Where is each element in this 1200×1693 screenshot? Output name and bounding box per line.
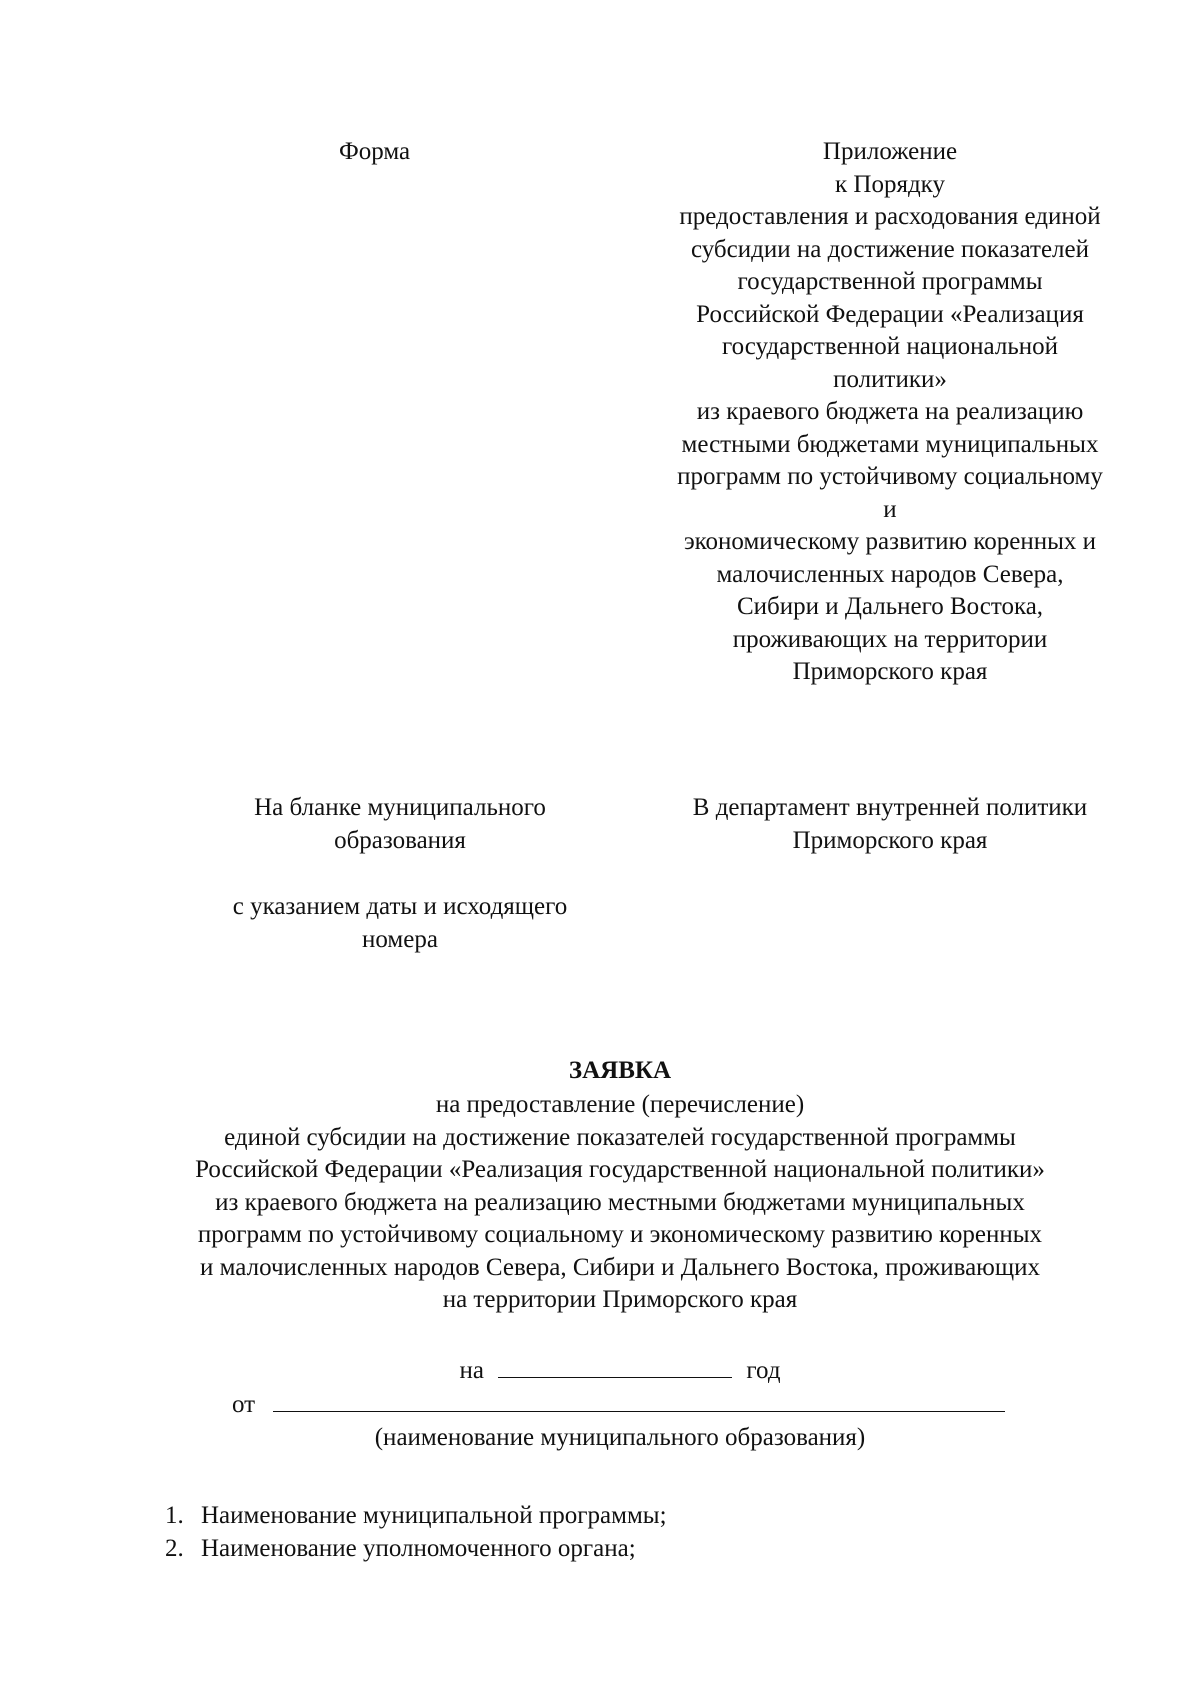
item-number: 1. xyxy=(165,1502,184,1529)
addressee-line: Приморского края xyxy=(792,826,988,854)
subtitle-line: из краевого бюджета на реализацию местными бюджетами муниципальных xyxy=(215,1188,1025,1216)
appendix-line: к Порядку xyxy=(835,170,945,198)
subtitle-line: на территории Приморского края xyxy=(442,1286,798,1313)
year-blank-field[interactable] xyxy=(498,1355,732,1378)
letterhead-line: На бланке муниципального xyxy=(254,794,546,821)
year-prefix: на xyxy=(459,1357,484,1384)
year-suffix: год xyxy=(746,1357,781,1384)
item-text: Наименование муниципальной программы; xyxy=(201,1502,667,1529)
item-number: 2. xyxy=(165,1534,184,1562)
subtitle-line: и малочисленных народов Севера, Сибири и Дальнего Востока, проживающих xyxy=(200,1253,1040,1281)
document-title: ЗАЯВКА xyxy=(568,1057,672,1084)
subtitle-line: единой субсидии на достижение показателей государственной программы xyxy=(224,1123,1016,1151)
subtitle-line: на предоставление (перечисление) xyxy=(435,1091,805,1118)
appendix-line: местными бюджетами муниципальных xyxy=(681,430,1099,458)
appendix-line: программ по устойчивому социальному xyxy=(677,463,1103,490)
appendix-line: проживающих на территории xyxy=(732,625,1048,653)
appendix-line: Российской Федерации «Реализация xyxy=(696,300,1084,328)
item-text: Наименование уполномоченного органа; xyxy=(201,1534,636,1562)
letterhead-line: номера xyxy=(362,925,438,953)
subtitle-line: программ по устойчивому социальному и экономическому развитию коренных xyxy=(197,1221,1043,1248)
from-prefix: от xyxy=(232,1391,256,1418)
appendix-block xyxy=(640,136,1140,689)
subtitle-line: Российской Федерации «Реализация государственной национальной политики» xyxy=(195,1156,1045,1183)
letterhead-line: с указанием даты и исходящего xyxy=(232,893,568,920)
appendix-line: Приложение xyxy=(822,138,958,165)
appendix-line: субсидии на достижение показателей xyxy=(690,235,1089,263)
addressee-block xyxy=(650,792,1130,857)
appendix-line: малочисленных народов Севера, xyxy=(716,560,1064,588)
appendix-line: Приморского края xyxy=(792,658,988,685)
list-item xyxy=(165,1500,667,1533)
appendix-line: экономическому развитию коренных и xyxy=(683,528,1097,555)
appendix-line: государственной национальной xyxy=(722,333,1058,360)
appendix-line: государственной программы xyxy=(737,268,1043,295)
letterhead-line: образования xyxy=(334,826,466,854)
appendix-line: предоставления и расходования единой xyxy=(679,203,1101,230)
municipality-blank-field[interactable] xyxy=(273,1389,1005,1412)
appendix-line: из краевого бюджета на реализацию xyxy=(696,398,1084,425)
from-row xyxy=(232,1389,1013,1422)
appendix-line: и xyxy=(883,495,897,523)
list-item xyxy=(165,1533,667,1566)
form-label: Форма xyxy=(339,138,411,165)
municipality-caption: (наименование муниципального образования) xyxy=(374,1424,866,1451)
year-row xyxy=(0,1355,1200,1388)
document-subtitle xyxy=(90,1089,1150,1317)
letterhead-note xyxy=(180,792,620,956)
appendix-line: Сибири и Дальнего Востока, xyxy=(736,593,1044,620)
appendix-line: политики» xyxy=(833,365,947,393)
addressee-line: В департамент внутренней политики xyxy=(692,794,1088,821)
items-list xyxy=(165,1500,667,1565)
